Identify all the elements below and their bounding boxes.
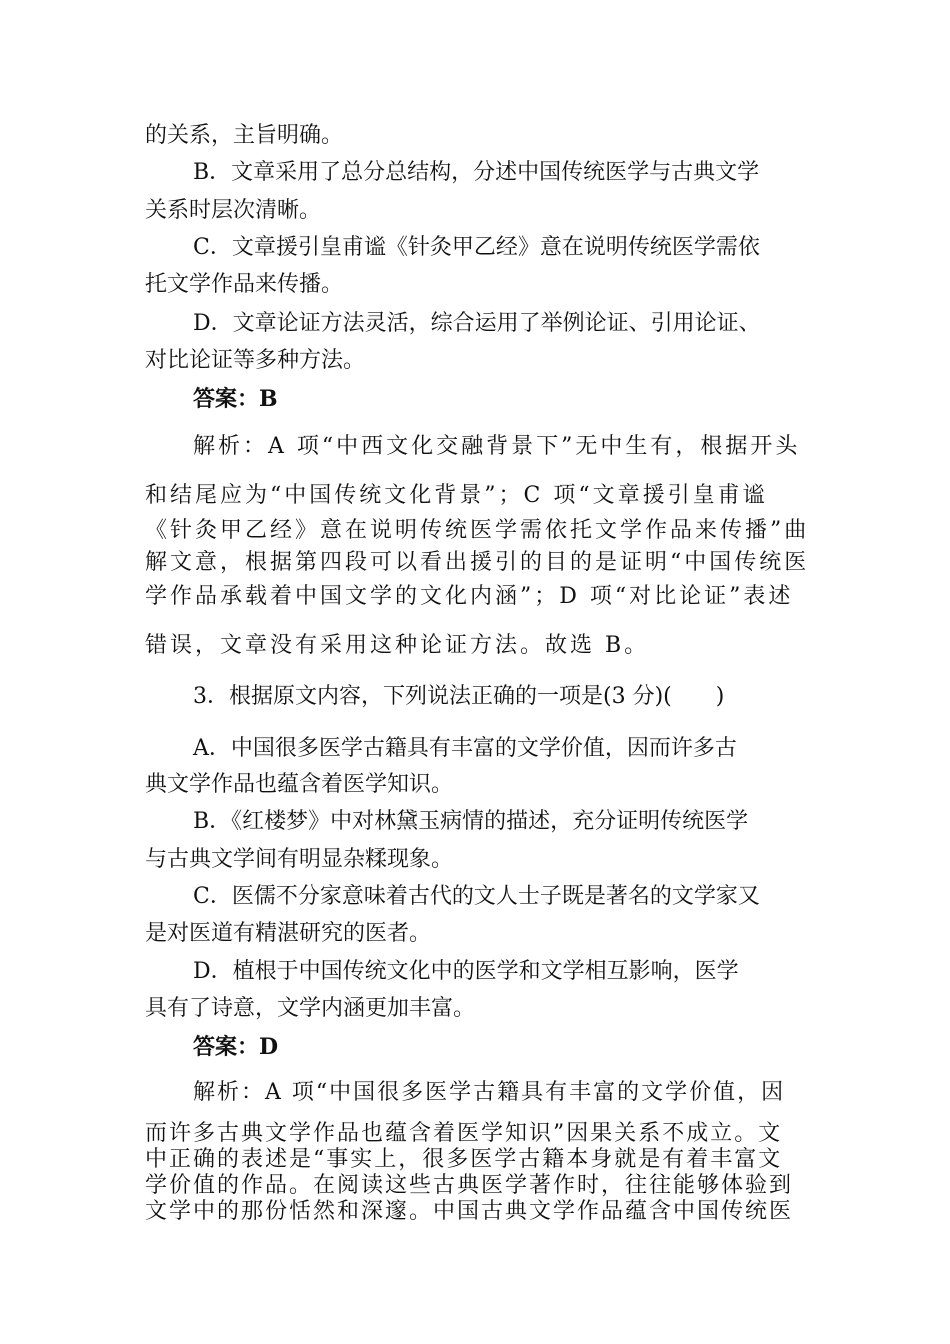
analysis-line: 错误，文章没有采用这种论证方法。故选 B。: [145, 633, 650, 658]
analysis-line: 《针灸甲乙经》意在说明传统医学需依托文学作品来传播”曲: [145, 518, 810, 543]
option-b-line: B．文章采用了总分总结构，分述中国传统医学与古典文学: [193, 160, 760, 185]
analysis-line: 文学中的那份恬然和深邃。中国古典文学作品蕴含中国传统医: [145, 1199, 794, 1224]
option-c-line: C．医儒不分家意味着古代的文人士子既是著名的文学家又: [193, 884, 760, 909]
analysis-line: 解析：A 项“中国很多医学古籍具有丰富的文学价值，因: [193, 1080, 786, 1105]
analysis-line: 中正确的表述是“事实上，很多医学古籍本身就是有着丰富文: [145, 1147, 783, 1172]
text-line: 与古典文学间有明显杂糅现象。: [145, 847, 454, 872]
question-3-line: 3．根据原文内容，下列说法正确的一项是(3 分)( ): [193, 684, 725, 709]
analysis-line: 而许多古典文学作品也蕴含着医学知识”因果关系不成立。文: [145, 1121, 783, 1146]
text-line: 具有了诗意，文学内涵更加丰富。: [145, 996, 476, 1021]
analysis-line: 和结尾应为“中国传统文化背景”；C 项“文章援引皇甫谧: [145, 483, 768, 508]
text-line: 是对医道有精湛研究的医者。: [145, 921, 432, 946]
text-line: 对比论证等多种方法。: [145, 348, 366, 373]
analysis-line: 学价值的作品。在阅读这些古典医学著作时，往往能够体验到: [145, 1173, 794, 1198]
analysis-line: 解析：A 项“中西文化交融背景下”无中生有，根据开头: [193, 434, 801, 459]
text-line: 的关系，主旨明确。: [145, 123, 344, 148]
answer-line: 答案：D: [193, 1034, 279, 1060]
text-line: 典文学作品也蕴含着医学知识。: [145, 772, 454, 797]
option-a-line: A．中国很多医学古籍具有丰富的文学价值，因而许多古: [193, 736, 737, 761]
text-line: 关系时层次清晰。: [145, 198, 322, 223]
option-d-line: D．文章论证方法灵活，综合运用了举例论证、引用论证、: [193, 311, 761, 336]
answer-line: 答案：B: [193, 386, 278, 412]
analysis-line: 解文意，根据第四段可以看出援引的目的是证明“中国传统医: [145, 550, 810, 575]
text-line: 托文学作品来传播。: [145, 272, 344, 297]
option-c-line: C．文章援引皇甫谧《针灸甲乙经》意在说明传统医学需依: [193, 235, 760, 260]
analysis-line: 学作品承载着中国文学的文化内涵”；D 项“对比论证”表述: [145, 584, 794, 609]
option-b-line: B．《红楼梦》中对林黛玉病情的描述，充分证明传统医学: [193, 809, 749, 834]
option-d-line: D．植根于中国传统文化中的医学和文学相互影响，医学: [193, 959, 739, 984]
